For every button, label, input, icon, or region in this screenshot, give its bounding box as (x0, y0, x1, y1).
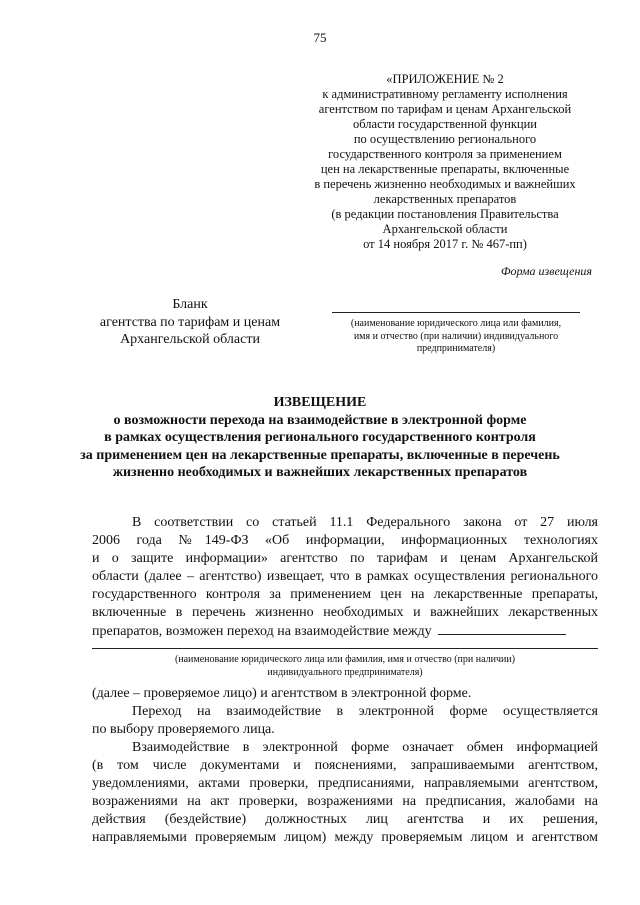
body-line: (далее – проверяемое лицо) и агентством в электронной форме. (92, 686, 472, 701)
body-line: возражениями на акт проверки, возражениями на предписания, жалобами на (92, 794, 598, 809)
paragraph-line: государственного контроля за применением цен на лекарственные препараты, (92, 587, 598, 602)
paragraph-line: 2006 года №149-ФЗ «Об информации, информационных технологиях (92, 533, 598, 548)
recipient-fill-line (332, 312, 580, 313)
heading-line: за применением цен на лекарственные препараты, включенные в перечень (80, 447, 560, 463)
separator-caption-line: индивидуального предпринимателя) (267, 667, 423, 678)
page-number: 75 (313, 30, 327, 45)
heading-title: ИЗВЕЩЕНИЕ (273, 395, 367, 410)
recipient-caption-line: (наименование юридического лица или фамилия, (350, 318, 562, 329)
appendix-line: к административному регламенту исполнения (322, 87, 568, 101)
paragraph-line: и о защите информации» агентство по тарифам и ценам Архангельской (92, 551, 598, 566)
body-text (92, 685, 598, 847)
paragraph-notice (92, 514, 598, 640)
recipient-caption (332, 318, 580, 356)
heading-line: жизненно необходимых и важнейших лекарственных препаратов (112, 465, 528, 480)
appendix-line: агентством по тарифам и ценам Архангельской (318, 102, 572, 116)
recipient-caption-line: предпринимателя) (416, 343, 496, 354)
separator-caption-line: (наименование юридического лица или фамилия, имя и отчество (при наличии) (174, 654, 516, 665)
form-label: Форма извещения (500, 264, 592, 278)
recipient-full-fill-line (92, 648, 598, 649)
appendix-line: от 14 ноября 2017 г. № 467-пп) (363, 237, 527, 251)
body-line: по выбору проверяемого лица. (92, 722, 275, 737)
paragraph-line-last (92, 622, 598, 640)
appendix-line: по осуществлению регионального (353, 132, 537, 146)
body-line: Взаимодействие в электронной форме означает обмен информацией (132, 740, 598, 755)
body-line: действия (бездействие) должностных лиц агентства и их решения, (92, 812, 598, 827)
body-line: Переход на взаимодействие в электронной форме осуществляется (132, 704, 598, 719)
body-line: (в том числе документами и пояснениями, запрашиваемыми агентством, (92, 758, 598, 773)
appendix-line: государственного контроля за применением (328, 147, 562, 161)
body-line: направляемыми проверяемым лицом) между проверяемым лицом и агентством (92, 830, 598, 845)
paragraph-line: области (далее – агентство) извещает, что в рамках осуществления регионального (92, 569, 598, 584)
recipient-block (332, 312, 580, 356)
blank-line: Бланк (172, 297, 208, 312)
paragraph-line: включенные в перечень жизненно необходимых и важнейших лекарственных (92, 605, 598, 620)
appendix-line: Архангельской области (382, 222, 508, 236)
paragraph-line-text: препаратов, возможен переход на взаимодействие между (92, 624, 432, 639)
appendix-line: области государственной функции (353, 117, 537, 131)
heading-line: о возможности перехода на взаимодействие в электронной форме (113, 412, 527, 428)
heading-line: в рамках осуществления регионального государственного контроля (104, 430, 536, 445)
appendix-header (300, 72, 590, 252)
separator-caption (92, 653, 598, 679)
appendix-line: лекарственных препаратов (373, 192, 517, 206)
inline-fill-line (438, 622, 566, 635)
blank-line: Архангельской области (120, 332, 260, 347)
appendix-line: в перечень жизненно необходимых и важнейших (314, 177, 576, 191)
body-line: уведомлениями, актами проверки, предписаниями, направляемыми агентством, (92, 776, 598, 791)
recipient-caption-line: имя и отчество (при наличии) индивидуального (353, 330, 559, 342)
notice-heading (70, 394, 570, 482)
paragraph-line: В соответствии со статьей 11.1 Федерального закона от 27 июля (132, 515, 598, 530)
appendix-line: «ПРИЛОЖЕНИЕ № 2 (386, 72, 504, 86)
agency-blank (90, 296, 290, 349)
appendix-line: цен на лекарственные препараты, включенные (320, 162, 570, 176)
appendix-line: (в редакции постановления Правительства (331, 207, 559, 221)
blank-line: агентства по тарифам и ценам (99, 314, 281, 330)
